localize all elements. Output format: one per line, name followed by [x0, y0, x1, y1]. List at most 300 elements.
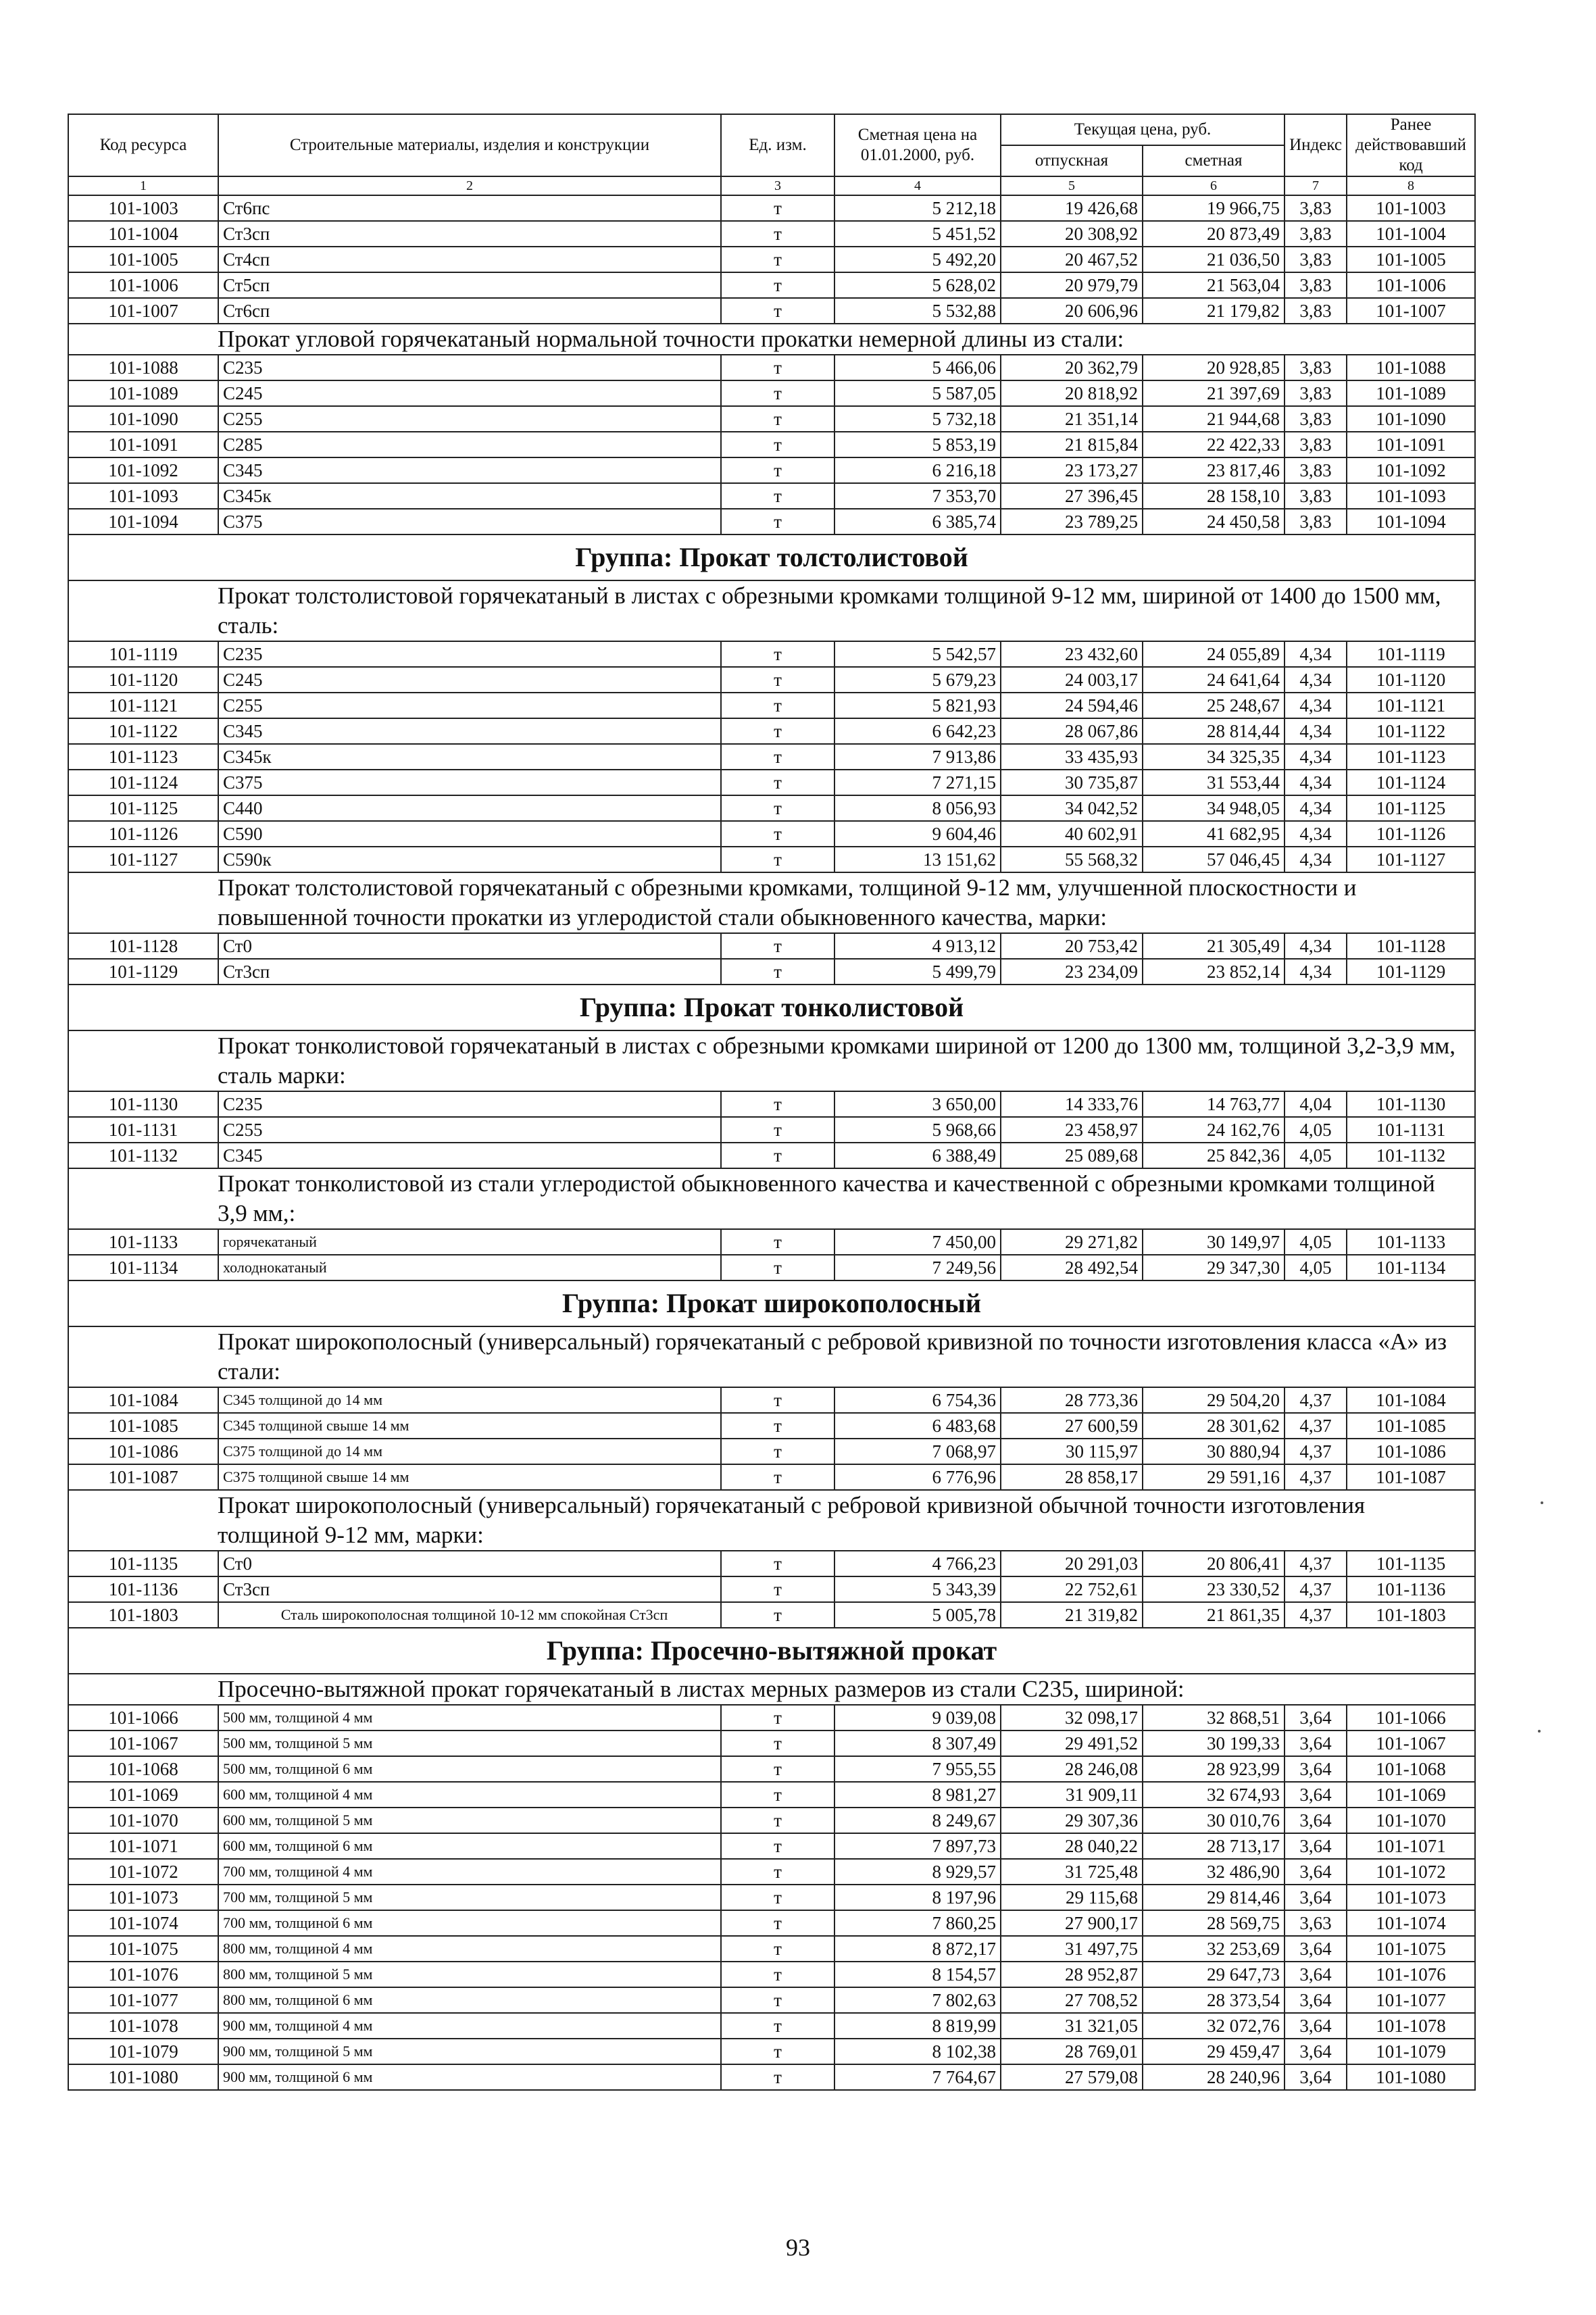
table-row [68, 1576, 1475, 1602]
row-estimate-price: 14 763,77 [1143, 1091, 1285, 1117]
row-name: С375 толщиной до 14 мм [218, 1439, 721, 1464]
row-previous-code: 101-1125 [1347, 795, 1475, 821]
row-previous-code: 101-1084 [1347, 1387, 1475, 1413]
row-index: 4,37 [1285, 1576, 1347, 1602]
row-base-price: 6 754,36 [834, 1387, 1001, 1413]
row-code: 101-1084 [68, 1387, 218, 1413]
row-release-price: 19 426,68 [1001, 195, 1143, 221]
row-previous-code: 101-1092 [1347, 457, 1475, 483]
row-release-price: 55 568,32 [1001, 847, 1143, 872]
row-release-price: 27 708,52 [1001, 1987, 1143, 2013]
row-code: 101-1121 [68, 693, 218, 718]
row-previous-code: 101-1135 [1347, 1551, 1475, 1576]
row-base-price: 5 821,93 [834, 693, 1001, 718]
row-base-price: 6 483,68 [834, 1413, 1001, 1439]
row-estimate-price: 24 162,76 [1143, 1117, 1285, 1143]
header-base-price: Сметная цена на 01.01.2000, руб. [834, 114, 1001, 176]
row-previous-code: 101-1093 [1347, 483, 1475, 509]
row-estimate-price: 23 330,52 [1143, 1576, 1285, 1602]
header-code: Код ресурса [68, 114, 218, 176]
row-base-price: 7 068,97 [834, 1439, 1001, 1464]
column-number: 3 [721, 176, 834, 195]
row-name: С375 [218, 509, 721, 534]
row-index: 3,64 [1285, 1987, 1347, 2013]
row-base-price: 4 766,23 [834, 1551, 1001, 1576]
row-unit: т [721, 1387, 834, 1413]
row-estimate-price: 20 928,85 [1143, 355, 1285, 380]
row-estimate-price: 21 563,04 [1143, 272, 1285, 298]
table-row [68, 641, 1475, 667]
row-index: 4,34 [1285, 744, 1347, 770]
row-index: 4,34 [1285, 641, 1347, 667]
row-release-price: 28 246,08 [1001, 1756, 1143, 1782]
row-index: 3,64 [1285, 1859, 1347, 1885]
subsection-heading: Прокат толстолистовой горячекатаный с обрезными кромками, толщиной 9-12 мм, улучшенной плоскостности и повышенной точности прокатки из углеродистой стали обыкновенного качества, марки: [68, 872, 1475, 933]
row-previous-code: 101-1077 [1347, 1987, 1475, 2013]
table-row [68, 693, 1475, 718]
header-release-price: отпускная [1001, 145, 1143, 176]
row-name: С590 [218, 821, 721, 847]
subsection-heading: Просечно-вытяжной прокат горячекатаный в листах мерных размеров из стали С235, шириной: [68, 1674, 1475, 1705]
row-estimate-price: 24 450,58 [1143, 509, 1285, 534]
row-name: С255 [218, 406, 721, 432]
table-row [68, 744, 1475, 770]
table-row [68, 1731, 1475, 1756]
row-base-price: 9 039,08 [834, 1705, 1001, 1731]
row-base-price: 8 981,27 [834, 1782, 1001, 1808]
row-base-price: 5 732,18 [834, 406, 1001, 432]
row-estimate-price: 25 248,67 [1143, 693, 1285, 718]
row-index: 4,34 [1285, 770, 1347, 795]
row-base-price: 5 451,52 [834, 221, 1001, 247]
table-row [68, 1464, 1475, 1490]
row-index: 3,64 [1285, 1833, 1347, 1859]
table-row [68, 1602, 1475, 1628]
subsection-heading: Прокат толстолистовой горячекатаный в листах с обрезными кромками толщиной 9-12 мм, шириной от 1400 до 1500 мм, сталь: [68, 580, 1475, 641]
subsection-heading: Прокат тонколистовой горячекатаный в листах с обрезными кромками шириной от 1200 до 1300 мм, толщиной 3,2-3,9 мм, сталь марки: [68, 1030, 1475, 1091]
row-estimate-price: 32 868,51 [1143, 1705, 1285, 1731]
row-index: 3,83 [1285, 195, 1347, 221]
row-name: 900 мм, толщиной 4 мм [218, 2013, 721, 2039]
table-row [68, 380, 1475, 406]
row-unit: т [721, 1705, 834, 1731]
row-estimate-price: 34 948,05 [1143, 795, 1285, 821]
row-release-price: 28 040,22 [1001, 1833, 1143, 1859]
row-name: 800 мм, толщиной 5 мм [218, 1962, 721, 1987]
row-base-price: 5 853,19 [834, 432, 1001, 457]
table-row [68, 1229, 1475, 1255]
row-base-price: 6 642,23 [834, 718, 1001, 744]
row-base-price: 5 542,57 [834, 641, 1001, 667]
row-base-price: 8 056,93 [834, 795, 1001, 821]
table-row [68, 1833, 1475, 1859]
row-estimate-price: 24 641,64 [1143, 667, 1285, 693]
table-row [68, 847, 1475, 872]
row-unit: т [721, 959, 834, 985]
row-index: 3,64 [1285, 1731, 1347, 1756]
row-name: 500 мм, толщиной 4 мм [218, 1705, 721, 1731]
row-unit: т [721, 1756, 834, 1782]
table-row [68, 355, 1475, 380]
row-name: С345к [218, 744, 721, 770]
row-release-price: 31 725,48 [1001, 1859, 1143, 1885]
row-unit: т [721, 770, 834, 795]
row-release-price: 27 579,08 [1001, 2064, 1143, 2090]
column-number: 4 [834, 176, 1001, 195]
row-previous-code: 101-1120 [1347, 667, 1475, 693]
subsection-heading-row [68, 324, 1475, 355]
row-code: 101-1093 [68, 483, 218, 509]
row-index: 3,64 [1285, 2064, 1347, 2090]
row-unit: т [721, 718, 834, 744]
row-release-price: 14 333,76 [1001, 1091, 1143, 1117]
row-index: 3,63 [1285, 1910, 1347, 1936]
row-estimate-price: 29 459,47 [1143, 2039, 1285, 2064]
row-previous-code: 101-1089 [1347, 380, 1475, 406]
row-index: 4,34 [1285, 847, 1347, 872]
row-name: 600 мм, толщиной 5 мм [218, 1808, 721, 1833]
row-release-price: 21 351,14 [1001, 406, 1143, 432]
row-unit: т [721, 933, 834, 959]
row-unit: т [721, 1229, 834, 1255]
row-code: 101-1085 [68, 1413, 218, 1439]
row-estimate-price: 28 373,54 [1143, 1987, 1285, 2013]
row-release-price: 28 492,54 [1001, 1255, 1143, 1280]
row-code: 101-1076 [68, 1962, 218, 1987]
column-number: 8 [1347, 176, 1475, 195]
row-estimate-price: 30 199,33 [1143, 1731, 1285, 1756]
row-release-price: 29 307,36 [1001, 1808, 1143, 1833]
row-release-price: 20 818,92 [1001, 380, 1143, 406]
row-release-price: 25 089,68 [1001, 1143, 1143, 1168]
row-code: 101-1133 [68, 1229, 218, 1255]
row-code: 101-1007 [68, 298, 218, 324]
row-unit: т [721, 1910, 834, 1936]
row-estimate-price: 21 305,49 [1143, 933, 1285, 959]
row-code: 101-1005 [68, 247, 218, 272]
row-estimate-price: 29 591,16 [1143, 1464, 1285, 1490]
subsection-heading-row [68, 1674, 1475, 1705]
row-estimate-price: 20 806,41 [1143, 1551, 1285, 1576]
row-name: Ст3сп [218, 959, 721, 985]
row-unit: т [721, 641, 834, 667]
row-release-price: 29 115,68 [1001, 1885, 1143, 1910]
row-unit: т [721, 1413, 834, 1439]
table-row [68, 1885, 1475, 1910]
row-name: 600 мм, толщиной 4 мм [218, 1782, 721, 1808]
row-code: 101-1122 [68, 718, 218, 744]
header-name: Строительные материалы, изделия и конструкции [218, 114, 721, 176]
row-code: 101-1080 [68, 2064, 218, 2090]
row-code: 101-1067 [68, 1731, 218, 1756]
column-number: 2 [218, 176, 721, 195]
table-row [68, 1808, 1475, 1833]
row-name: С345 толщиной до 14 мм [218, 1387, 721, 1413]
row-release-price: 30 115,97 [1001, 1439, 1143, 1464]
row-index: 4,34 [1285, 718, 1347, 744]
row-index: 3,64 [1285, 1808, 1347, 1833]
column-number: 1 [68, 176, 218, 195]
row-index: 3,64 [1285, 1756, 1347, 1782]
row-code: 101-1090 [68, 406, 218, 432]
row-base-price: 8 102,38 [834, 2039, 1001, 2064]
row-previous-code: 101-1085 [1347, 1413, 1475, 1439]
row-name: Сталь широкополосная толщиной 10-12 мм спокойная Ст3сп [218, 1602, 721, 1628]
row-unit: т [721, 1439, 834, 1464]
row-estimate-price: 32 253,69 [1143, 1936, 1285, 1962]
subsection-heading: Прокат широкополосный (универсальный) горячекатаный с ребровой кривизной по точности изготовления класса «А» из стали: [68, 1326, 1475, 1387]
row-name: С255 [218, 693, 721, 718]
row-release-price: 28 858,17 [1001, 1464, 1143, 1490]
row-release-price: 34 042,52 [1001, 795, 1143, 821]
row-unit: т [721, 821, 834, 847]
row-name: С440 [218, 795, 721, 821]
row-index: 4,34 [1285, 933, 1347, 959]
row-index: 3,64 [1285, 2039, 1347, 2064]
row-index: 3,83 [1285, 272, 1347, 298]
row-unit: т [721, 693, 834, 718]
row-index: 4,37 [1285, 1551, 1347, 1576]
row-code: 101-1135 [68, 1551, 218, 1576]
row-base-price: 8 307,49 [834, 1731, 1001, 1756]
row-previous-code: 101-1087 [1347, 1464, 1475, 1490]
table-row [68, 483, 1475, 509]
scan-speck [1538, 1730, 1541, 1733]
row-code: 101-1127 [68, 847, 218, 872]
row-unit: т [721, 2013, 834, 2039]
row-index: 4,34 [1285, 821, 1347, 847]
row-previous-code: 101-1080 [1347, 2064, 1475, 2090]
row-code: 101-1089 [68, 380, 218, 406]
table-row [68, 1255, 1475, 1280]
row-unit: т [721, 195, 834, 221]
row-release-price: 28 067,86 [1001, 718, 1143, 744]
row-previous-code: 101-1123 [1347, 744, 1475, 770]
row-code: 101-1077 [68, 1987, 218, 2013]
row-index: 3,64 [1285, 1885, 1347, 1910]
row-code: 101-1088 [68, 355, 218, 380]
table-row [68, 1413, 1475, 1439]
row-previous-code: 101-1069 [1347, 1782, 1475, 1808]
header-estimate-price: сметная [1143, 145, 1285, 176]
row-base-price: 6 216,18 [834, 457, 1001, 483]
row-index: 4,05 [1285, 1229, 1347, 1255]
row-release-price: 20 291,03 [1001, 1551, 1143, 1576]
row-previous-code: 101-1121 [1347, 693, 1475, 718]
row-estimate-price: 57 046,45 [1143, 847, 1285, 872]
row-unit: т [721, 1464, 834, 1490]
row-previous-code: 101-1086 [1347, 1439, 1475, 1464]
row-previous-code: 101-1075 [1347, 1936, 1475, 1962]
row-name: Ст0 [218, 1551, 721, 1576]
row-estimate-price: 22 422,33 [1143, 432, 1285, 457]
column-number: 7 [1285, 176, 1347, 195]
row-estimate-price: 24 055,89 [1143, 641, 1285, 667]
row-code: 101-1136 [68, 1576, 218, 1602]
row-name: С235 [218, 1091, 721, 1117]
row-estimate-price: 28 240,96 [1143, 2064, 1285, 2090]
row-name: холоднокатаный [218, 1255, 721, 1280]
row-name: 800 мм, толщиной 6 мм [218, 1987, 721, 2013]
row-name: Ст5сп [218, 272, 721, 298]
group-heading-row [68, 1628, 1475, 1674]
row-index: 3,83 [1285, 380, 1347, 406]
row-release-price: 27 600,59 [1001, 1413, 1143, 1439]
row-name: Ст6пс [218, 195, 721, 221]
row-base-price: 5 492,20 [834, 247, 1001, 272]
table-row [68, 1387, 1475, 1413]
row-base-price: 8 249,67 [834, 1808, 1001, 1833]
row-estimate-price: 29 647,73 [1143, 1962, 1285, 1987]
row-code: 101-1073 [68, 1885, 218, 1910]
row-base-price: 6 776,96 [834, 1464, 1001, 1490]
row-index: 4,34 [1285, 693, 1347, 718]
row-index: 3,64 [1285, 1705, 1347, 1731]
table-row [68, 1859, 1475, 1885]
row-base-price: 7 955,55 [834, 1756, 1001, 1782]
row-name: Ст3сп [218, 221, 721, 247]
row-release-price: 31 497,75 [1001, 1936, 1143, 1962]
row-base-price: 6 388,49 [834, 1143, 1001, 1168]
row-previous-code: 101-1094 [1347, 509, 1475, 534]
row-name: 500 мм, толщиной 5 мм [218, 1731, 721, 1756]
row-unit: т [721, 1859, 834, 1885]
row-previous-code: 101-1005 [1347, 247, 1475, 272]
table-row [68, 1091, 1475, 1117]
row-unit: т [721, 1782, 834, 1808]
row-estimate-price: 20 873,49 [1143, 221, 1285, 247]
subsection-heading: Прокат тонколистовой из стали углеродистой обыкновенного качества и качественной с обрезными кромками толщиной 3,9 мм,: [68, 1168, 1475, 1229]
row-unit: т [721, 1962, 834, 1987]
row-estimate-price: 28 301,62 [1143, 1413, 1285, 1439]
group-heading: Группа: Просечно-вытяжной прокат [68, 1628, 1475, 1674]
subsection-heading-row [68, 872, 1475, 933]
row-index: 4,37 [1285, 1413, 1347, 1439]
table-row [68, 1143, 1475, 1168]
row-release-price: 23 432,60 [1001, 641, 1143, 667]
row-base-price: 4 913,12 [834, 933, 1001, 959]
row-name: С345 [218, 1143, 721, 1168]
column-number: 5 [1001, 176, 1143, 195]
row-base-price: 7 353,70 [834, 483, 1001, 509]
row-base-price: 3 650,00 [834, 1091, 1001, 1117]
row-estimate-price: 29 347,30 [1143, 1255, 1285, 1280]
row-release-price: 24 594,46 [1001, 693, 1143, 718]
row-unit: т [721, 1833, 834, 1859]
subsection-heading-row [68, 580, 1475, 641]
table-row [68, 432, 1475, 457]
row-previous-code: 101-1070 [1347, 1808, 1475, 1833]
table-row [68, 272, 1475, 298]
row-unit: т [721, 432, 834, 457]
row-name: С345 [218, 457, 721, 483]
row-index: 4,37 [1285, 1602, 1347, 1628]
row-name: горячекатаный [218, 1229, 721, 1255]
row-code: 101-1125 [68, 795, 218, 821]
row-base-price: 7 271,15 [834, 770, 1001, 795]
row-code: 101-1120 [68, 667, 218, 693]
row-index: 3,83 [1285, 298, 1347, 324]
row-name: С590к [218, 847, 721, 872]
row-name: Ст6сп [218, 298, 721, 324]
row-unit: т [721, 1576, 834, 1602]
row-index: 4,34 [1285, 959, 1347, 985]
row-code: 101-1003 [68, 195, 218, 221]
table-row [68, 795, 1475, 821]
row-release-price: 23 173,27 [1001, 457, 1143, 483]
row-unit: т [721, 380, 834, 406]
row-name: Ст4сп [218, 247, 721, 272]
row-unit: т [721, 1143, 834, 1168]
row-unit: т [721, 1987, 834, 2013]
row-base-price: 8 819,99 [834, 2013, 1001, 2039]
row-code: 101-1134 [68, 1255, 218, 1280]
row-index: 3,83 [1285, 355, 1347, 380]
row-base-price: 6 385,74 [834, 509, 1001, 534]
row-release-price: 21 319,82 [1001, 1602, 1143, 1628]
row-name: С235 [218, 355, 721, 380]
table-row [68, 1705, 1475, 1731]
row-estimate-price: 34 325,35 [1143, 744, 1285, 770]
row-release-price: 27 900,17 [1001, 1910, 1143, 1936]
table-row [68, 1439, 1475, 1464]
row-release-price: 20 753,42 [1001, 933, 1143, 959]
row-index: 4,37 [1285, 1387, 1347, 1413]
row-unit: т [721, 509, 834, 534]
row-name: 900 мм, толщиной 6 мм [218, 2064, 721, 2090]
row-base-price: 5 968,66 [834, 1117, 1001, 1143]
row-base-price: 7 897,73 [834, 1833, 1001, 1859]
row-unit: т [721, 457, 834, 483]
row-base-price: 13 151,62 [834, 847, 1001, 872]
row-code: 101-1066 [68, 1705, 218, 1731]
table-row [68, 1962, 1475, 1987]
row-code: 101-1068 [68, 1756, 218, 1782]
row-release-price: 29 491,52 [1001, 1731, 1143, 1756]
group-heading-row [68, 534, 1475, 580]
row-unit: т [721, 1808, 834, 1833]
row-code: 101-1123 [68, 744, 218, 770]
row-index: 4,34 [1285, 667, 1347, 693]
group-heading-row [68, 985, 1475, 1030]
column-number-row [68, 176, 1475, 195]
row-index: 4,37 [1285, 1464, 1347, 1490]
row-estimate-price: 31 553,44 [1143, 770, 1285, 795]
subsection-heading: Прокат широкополосный (универсальный) горячекатаный с ребровой кривизной обычной точности изготовления толщиной 9-12 мм, марки: [68, 1490, 1475, 1551]
row-code: 101-1092 [68, 457, 218, 483]
row-index: 3,83 [1285, 247, 1347, 272]
row-base-price: 5 212,18 [834, 195, 1001, 221]
row-index: 3,83 [1285, 221, 1347, 247]
row-previous-code: 101-1078 [1347, 2013, 1475, 2039]
row-release-price: 28 769,01 [1001, 2039, 1143, 2064]
row-unit: т [721, 2064, 834, 2090]
row-base-price: 7 764,67 [834, 2064, 1001, 2090]
row-name: С345 [218, 718, 721, 744]
row-name: 700 мм, толщиной 6 мм [218, 1910, 721, 1936]
row-estimate-price: 32 674,93 [1143, 1782, 1285, 1808]
row-unit: т [721, 2039, 834, 2064]
table-row [68, 821, 1475, 847]
row-previous-code: 101-1073 [1347, 1885, 1475, 1910]
table-row [68, 959, 1475, 985]
row-base-price: 5 532,88 [834, 298, 1001, 324]
row-base-price: 5 679,23 [834, 667, 1001, 693]
row-estimate-price: 28 569,75 [1143, 1910, 1285, 1936]
row-previous-code: 101-1090 [1347, 406, 1475, 432]
table-header [68, 114, 1475, 195]
scan-speck [1541, 1501, 1543, 1504]
